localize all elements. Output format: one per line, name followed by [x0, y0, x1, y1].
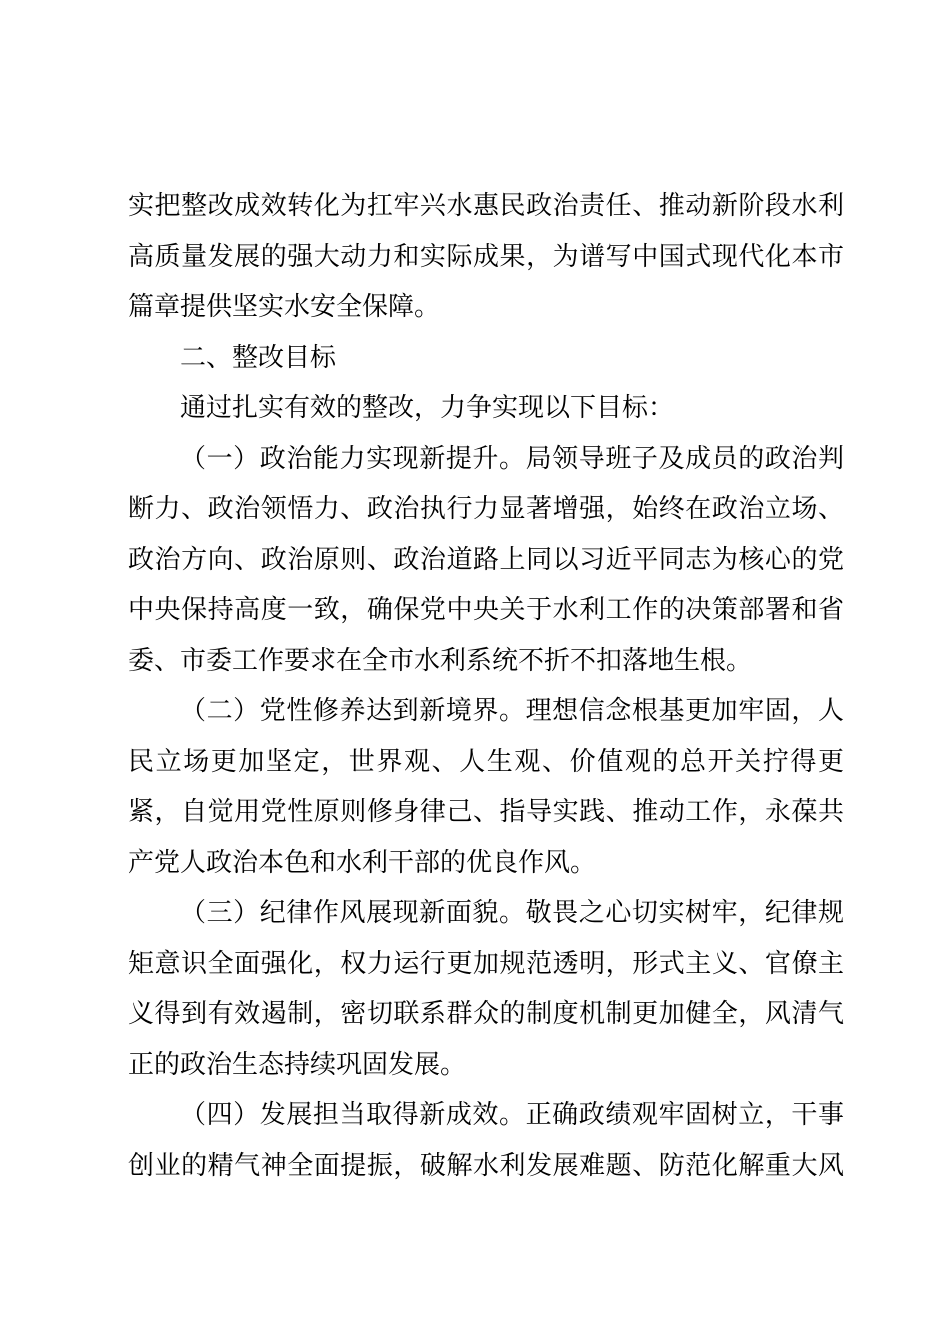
paragraph	[128, 887, 844, 1089]
text-line: 矩意识全面强化，权力运行更加规范透明，形式主义、官僚主	[128, 947, 844, 978]
text-line: （四）发展担当取得新成效。正确政绩观牢固树立，干事	[180, 1099, 844, 1129]
text-line: 紧，自觉用党性原则修身律己、指导实践、推动工作，永葆共	[128, 796, 844, 826]
text-line: 二、整改目标	[180, 341, 337, 372]
text-line: （二）党性修养达到新境界。理想信念根基更加牢固，人	[180, 695, 844, 725]
text-line: 创业的精气神全面提振，破解水利发展难题、防范化解重大风	[128, 1149, 844, 1180]
text-line: 委、市委工作要求在全市水利系统不折不扣落地生根。	[128, 644, 753, 675]
text-line: 义得到有效遏制，密切联系群众的制度机制更加健全，风清气	[128, 998, 844, 1028]
text-line: 正的政治生态持续巩固发展。	[128, 1048, 467, 1079]
text-line: （一）政治能力实现新提升。局领导班子及成员的政治判	[180, 442, 844, 473]
text-line: 通过扎实有效的整改，力争实现以下目标：	[180, 392, 675, 422]
paragraph	[128, 1089, 844, 1190]
text-line: 中央保持高度一致，确保党中央关于水利工作的决策部署和省	[128, 594, 844, 624]
text-line: 高质量发展的强大动力和实际成果，为谱写中国式现代化本市	[128, 240, 844, 271]
text-line: 民立场更加坚定，世界观、人生观、价值观的总开关拧得更	[128, 745, 844, 776]
text-line: 产党人政治本色和水利干部的优良作风。	[128, 846, 597, 877]
text-line: 实把整改成效转化为扛牢兴水惠民政治责任、推动新阶段水利	[128, 190, 844, 220]
text-line: （三）纪律作风展现新面貌。敬畏之心切实树牢，纪律规	[180, 897, 844, 927]
paragraph	[128, 180, 844, 332]
document-text-block	[128, 180, 844, 1190]
section-heading	[128, 332, 844, 383]
paragraph	[128, 382, 844, 433]
text-line: 政治方向、政治原则、政治道路上同以习近平同志为核心的党	[128, 543, 844, 574]
text-line: 篇章提供坚实水安全保障。	[128, 291, 441, 321]
text-line: 断力、政治领悟力、政治执行力显著增强，始终在政治立场、	[128, 493, 844, 523]
paragraph	[128, 433, 844, 686]
paragraph	[128, 685, 844, 887]
